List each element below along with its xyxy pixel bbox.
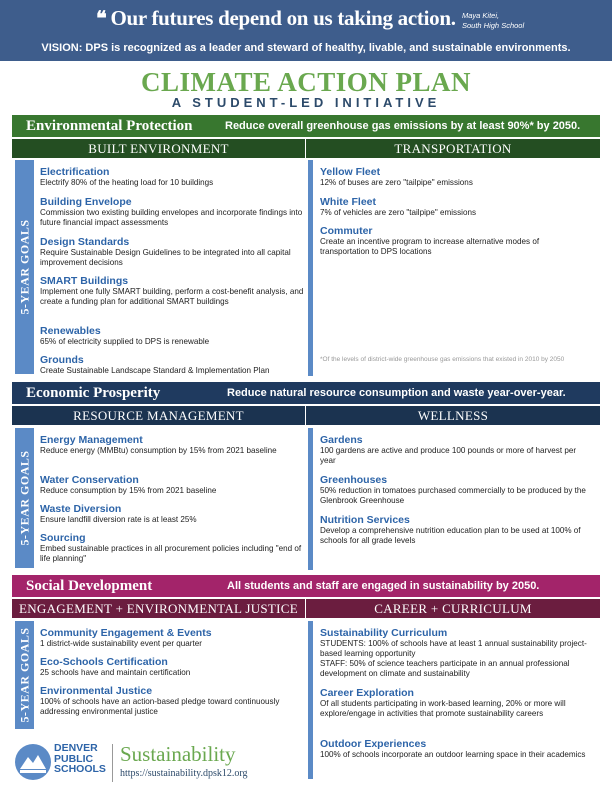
item-heading: Outdoor Experiences (320, 738, 427, 750)
env-divider (305, 139, 306, 158)
list-item (40, 166, 315, 188)
item-desc: 65% of electricity supplied to DPS is renewable (40, 337, 210, 346)
item-heading: Eco-Schools Certification (40, 656, 168, 668)
list-item (40, 627, 315, 649)
item-desc: 100% of schools incorporate an outdoor learning space in their academics (320, 750, 586, 759)
quote-attribution (462, 11, 524, 30)
item-desc: Of all students participating in work-based learning, 20% or more will explore/engage in activities that promote sustainability careers (320, 699, 566, 718)
item-desc: 25 schools have and maintain certification (40, 668, 191, 677)
item-desc: Require Sustainable Design Guidelines to be integrated into all capital improvement decisions (40, 248, 291, 267)
item-desc: STUDENTS: 100% of schools have at least 1 annual sustainability project-based learning opportunity (320, 639, 587, 658)
page-subtitle: A STUDENT-LED INITIATIVE (171, 95, 441, 110)
footer-separator (112, 744, 113, 782)
item-desc: Implement one fully SMART building, perform a cost-benefit analysis, and create a funding plan for additional SMART buildings (40, 287, 304, 306)
logo-line1: DENVER (54, 742, 98, 754)
env-goal-label: 5-YEAR GOALS (17, 219, 31, 315)
list-item (40, 236, 302, 268)
list-item (320, 196, 595, 218)
item-heading: Career Exploration (320, 687, 414, 699)
item-desc-staff: STAFF: 50% of science teachers participate in an annual professional development on climate and sustainability (320, 659, 570, 678)
item-heading: Electrification (40, 166, 110, 178)
item-heading: Commuter (320, 225, 373, 237)
env-band (12, 115, 600, 137)
attribution-school: South High School (462, 20, 525, 30)
env-goal-bar (15, 160, 34, 374)
econ-right-head: WELLNESS (306, 406, 600, 425)
econ-band (12, 382, 600, 404)
logo-line2: PUBLIC (54, 752, 94, 765)
env-left-head: BUILT ENVIRONMENT (12, 139, 305, 158)
item-desc: 100 gardens are active and produce 100 pounds or more of harvest per year (320, 446, 577, 465)
econ-divider (305, 406, 306, 425)
item-heading: Nutrition Services (320, 514, 410, 526)
item-heading: Energy Management (40, 434, 143, 446)
item-desc: Electrify 80% of the heating load for 10 buildings (40, 178, 214, 187)
item-desc: 1 district-wide sustainability event per quarter (40, 639, 202, 648)
header-banner (0, 0, 612, 61)
social-goal-bar (15, 621, 34, 729)
item-heading: Waste Diversion (40, 503, 122, 515)
item-heading: Building Envelope (40, 196, 132, 208)
list-item (40, 354, 315, 376)
list-item (40, 325, 315, 347)
item-heading: Sustainability Curriculum (320, 627, 448, 639)
social-band (12, 575, 600, 597)
vision-statement: VISION: DPS is recognized as a leader and steward of healthy, livable, and sustainable environments. (41, 42, 571, 54)
list-item (40, 503, 315, 525)
list-item (320, 514, 590, 546)
env-name: Environmental Protection (26, 118, 193, 134)
item-desc: 7% of vehicles are zero "tailpipe" emissions (320, 208, 477, 217)
quote-text: Our futures depend on us taking action. (110, 6, 456, 30)
list-item (40, 196, 308, 228)
item-desc: Create Sustainable Landscape Standard & Implementation Plan (40, 366, 270, 375)
item-desc: Develop a comprehensive nutrition education plan to be used at 100% of schools for all grade levels (320, 526, 581, 545)
social-right-head: CAREER + CURRICULUM (306, 599, 600, 618)
item-desc: 100% of schools have an action-based pledge toward continuously addressing environmental justice (40, 697, 280, 716)
item-desc: Create an incentive program to increase alternative modes of transportation to DPS locations (320, 237, 540, 256)
list-item (320, 225, 588, 257)
social-left-head: ENGAGEMENT + ENVIRONMENTAL JUSTICE (12, 599, 305, 618)
list-item (320, 166, 595, 188)
list-item (40, 532, 305, 564)
env-right-head: TRANSPORTATION (306, 139, 600, 158)
item-heading: Community Engagement & Events (40, 627, 212, 639)
social-name: Social Development (26, 578, 153, 594)
social-goal-label: 5-YEAR GOALS (17, 627, 31, 723)
item-heading: Sourcing (40, 532, 86, 544)
item-heading: Environmental Justice (40, 685, 153, 697)
econ-tagline: Reduce natural resource consumption and waste year-over-year. (227, 387, 566, 399)
item-heading: Gardens (320, 434, 363, 446)
econ-left-head: RESOURCE MANAGEMENT (12, 406, 305, 425)
item-heading: Grounds (40, 354, 84, 366)
list-item (320, 434, 590, 466)
social-tagline: All students and staff are engaged in sustainability by 2050. (227, 580, 540, 592)
list-item (40, 656, 315, 678)
item-heading: Greenhouses (320, 474, 388, 486)
item-heading: White Fleet (320, 196, 377, 208)
list-item (40, 434, 315, 456)
list-item (40, 474, 315, 496)
item-heading: Renewables (40, 325, 101, 337)
item-desc: Ensure landfill diversion rate is at least 25% (40, 515, 197, 524)
econ-goal-bar (15, 428, 34, 568)
dps-logo-icon (14, 743, 52, 781)
quote (96, 6, 456, 31)
item-heading: Design Standards (40, 236, 130, 248)
item-desc: 12% of buses are zero "tailpipe" emissions (320, 178, 473, 187)
item-desc: Embed sustainable practices in all procurement policies including "end of life planning" (40, 544, 302, 563)
item-heading: Yellow Fleet (320, 166, 381, 178)
item-desc: 50% reduction in tomatoes purchased commercially to be produced by the Glenbrook Greenhouse (320, 486, 586, 505)
item-heading: SMART Buildings (40, 275, 129, 287)
logo-line3: SCHOOLS (54, 763, 106, 775)
item-desc: Reduce energy (MMBtu) consumption by 15% from 2021 baseline (40, 446, 277, 455)
list-item (320, 687, 592, 719)
page-title: CLIMATE ACTION PLAN (140, 67, 472, 97)
attribution-name: Maya Kitei, (462, 11, 500, 20)
dps-logo-text (54, 743, 106, 775)
list-item (320, 474, 590, 506)
item-desc: Reduce consumption by 15% from 2021 baseline (40, 486, 217, 495)
list-item (40, 685, 302, 717)
econ-name: Economic Prosperity (26, 385, 161, 401)
quote-mark-icon: ❝ (96, 8, 107, 30)
brand-sustainability: Sustainability (120, 742, 236, 766)
env-tagline: Reduce overall greenhouse gas emissions by at least 90%* by 2050. (225, 120, 581, 132)
social-divider (305, 599, 306, 618)
item-heading: Water Conservation (40, 474, 139, 486)
list-item (320, 627, 592, 679)
footer-url[interactable]: https://sustainability.dpsk12.org (120, 768, 248, 779)
env-footnote: *Of the levels of district-wide greenhouse gas emissions that existed in 2010 by 2050 (320, 356, 565, 363)
list-item (320, 738, 592, 760)
econ-goal-label: 5-YEAR GOALS (17, 450, 31, 546)
item-desc: Commission two existing building envelopes and incorporate findings into future financial impact assessments (40, 208, 303, 227)
list-item (40, 275, 305, 307)
